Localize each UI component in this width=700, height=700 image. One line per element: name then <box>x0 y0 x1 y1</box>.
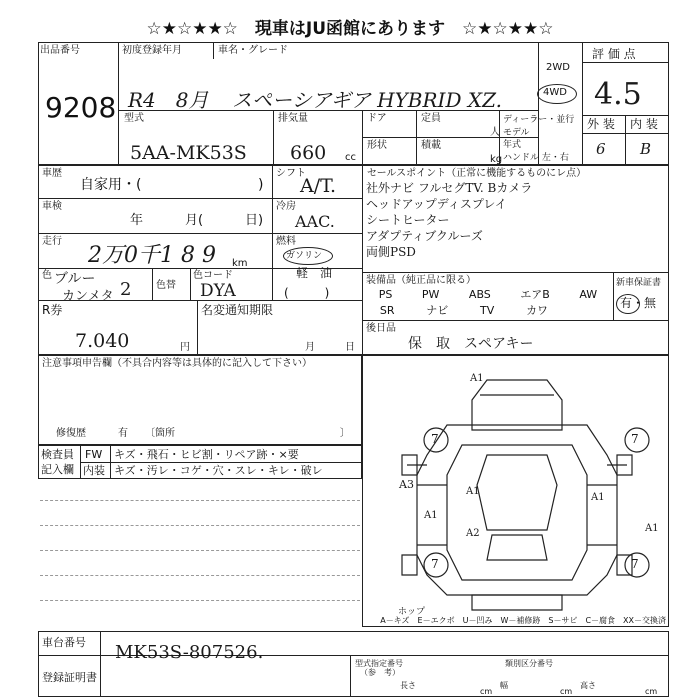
inspector-in-text: キズ・汚レ・コゲ・穴・スレ・キレ・破レ <box>114 464 323 477</box>
color-label: 色 <box>42 270 52 281</box>
diagram-mark: A1 <box>470 373 484 384</box>
interior-score: B <box>640 140 652 158</box>
warranty-label: 新車保証書 <box>616 278 662 288</box>
displacement-value: 660 <box>290 142 327 164</box>
equipment-row1 <box>364 288 612 302</box>
car-diagram <box>362 355 669 627</box>
dealer-year: 年式 <box>503 140 522 150</box>
ac-value: AAC. <box>295 212 335 231</box>
equipment-item: カワ <box>526 304 549 317</box>
sales-point-item: アダプティブクルーズ <box>366 229 483 243</box>
notes-label: 注意事項申告欄（不具合内容等は具体的に記入して下さい） <box>42 358 312 369</box>
sales-point-item: 両側PSD <box>366 245 416 259</box>
capacity-unit: 人 <box>490 127 500 138</box>
equipment-label: 装備品（純正品に限る） <box>366 275 476 286</box>
history-close: ) <box>258 177 264 193</box>
inspection-day: 日) <box>245 213 264 228</box>
diagram-mark: A1 <box>645 523 659 534</box>
repair-value: 有 <box>118 428 128 439</box>
inspector-title1: 検査員 <box>41 448 74 461</box>
diagram-mark: 7 <box>431 557 439 571</box>
drive-2wd: 2WD <box>546 62 570 73</box>
recycle-value: 7.040 <box>75 330 130 352</box>
diagram-mark: A2 <box>466 528 480 539</box>
certificate-length: 長さ <box>400 681 416 690</box>
fuel-label: 燃料 <box>276 236 296 247</box>
ac-label: 冷房 <box>276 201 296 212</box>
lot-label: 出品番号 <box>40 45 80 56</box>
sales-point-item: ヘッドアップディスプレイ <box>366 197 507 211</box>
diagram-mark: 7 <box>631 557 639 571</box>
certificate-width: 幅 <box>500 681 508 690</box>
warranty-value: 有・無 <box>620 296 657 310</box>
repair-location: 〔箇所 <box>145 428 175 439</box>
mileage-label: 走行 <box>42 236 62 247</box>
inspector-title2: 記入欄 <box>41 463 74 476</box>
exterior-label: 外 装 <box>587 117 615 131</box>
diagram-mark: A1 <box>424 510 438 521</box>
sales-points-list <box>366 180 666 260</box>
dealer-model: モデル <box>503 128 530 138</box>
certificate-height: 高さ <box>580 681 596 690</box>
name-change-label: 名変通知期限 <box>201 303 274 317</box>
inspector-in: 内装 <box>83 464 105 477</box>
color-swap-label: 色替 <box>156 280 176 291</box>
vehicle-grade: スペーシアギア HYBRID XZ. <box>232 88 502 112</box>
repair-label: 修復歴 <box>56 428 86 439</box>
certificate-class-label: 類別区分番号 <box>505 659 553 668</box>
loading-label: 積載 <box>421 140 441 151</box>
color-count: 2 <box>120 279 132 300</box>
shift-value: A/T. <box>300 175 337 197</box>
exterior-score: 6 <box>596 140 606 158</box>
color-value2: カンメタ <box>62 289 114 304</box>
name-change-month: 月 <box>305 342 315 353</box>
certificate-cm: cm <box>560 687 573 696</box>
repair-close: 〕 <box>340 428 350 439</box>
diagram-mark: 7 <box>431 432 439 446</box>
color-code: DYA <box>200 281 236 301</box>
lot-number: 9208 <box>45 91 117 124</box>
diagram-mark: A1 <box>466 486 480 497</box>
equipment-item: ABS <box>468 288 491 301</box>
equipment-item: SR <box>379 304 395 317</box>
diagram-bumper-note: ホップ <box>398 607 426 617</box>
model-label: 型式 <box>124 113 144 124</box>
header-banner: ☆★☆★★☆ 現車はJU函館にあります ☆★☆★★☆ <box>146 19 554 39</box>
model-value: 5AA-MK53S <box>130 142 247 164</box>
chassis-label: 車台番号 <box>42 636 86 649</box>
inspection-year: 年 <box>130 213 144 228</box>
diagram-mark: A3 <box>399 478 414 491</box>
equipment-row2 <box>364 304 564 318</box>
diagram-legend: A－キズ E－エクボ U－凹み W－補修跡 S－サビ C－腐食 XX－交換済 <box>380 616 666 625</box>
equipment-item: AW <box>579 288 598 301</box>
fuel-paren: ( ) <box>284 286 330 300</box>
equipment-item: TV <box>480 304 495 317</box>
fuel-gas-circle <box>283 247 333 265</box>
inspector-fw: FW <box>85 448 103 461</box>
equipment-item: PW <box>421 288 440 301</box>
sales-points-label: セールスポイント（正常に機能するものにレ点） <box>367 168 587 179</box>
sales-point-item: シートヒーター <box>366 213 450 227</box>
door-label: ドア <box>367 113 387 124</box>
recycle-unit: 円 <box>180 342 190 353</box>
registration-value: R4 8月 <box>128 88 209 112</box>
score-label: 評 価 点 <box>592 47 636 61</box>
interior-label: 内 装 <box>630 117 658 131</box>
certificate-ref: （参 考） <box>360 668 400 677</box>
mileage-unit: km <box>232 258 248 269</box>
mileage-value: 2万0千1 8 9 <box>88 243 216 268</box>
shape-label: 形状 <box>367 140 387 151</box>
post-equipment-value: 保 取 スペアキー <box>408 336 534 352</box>
equipment-item: ナビ <box>426 304 449 317</box>
post-equipment-label: 後日品 <box>366 323 396 334</box>
loading-unit: kg <box>490 154 503 165</box>
capacity-label: 定員 <box>421 113 441 124</box>
chassis-box <box>38 631 669 697</box>
shift-label: シフト <box>276 168 306 179</box>
history-value: 自家用・( <box>80 177 142 193</box>
recycle-label: R券 <box>42 303 63 317</box>
name-change-day: 日 <box>345 342 355 353</box>
dealer-handle: ハンドル 左・右 <box>503 153 569 163</box>
equipment-item: エアB <box>520 288 550 301</box>
displacement-label: 排気量 <box>278 113 308 124</box>
color-value: ブルー <box>54 271 96 287</box>
history-label: 車歴 <box>42 168 62 179</box>
sales-point-item: 社外ナビ フルセグTV. Bカメラ <box>366 181 533 195</box>
certificate-cm: cm <box>645 687 658 696</box>
diagram-mark: A1 <box>591 492 605 503</box>
inspector-fw-text: キズ・飛石・ヒビ割・リペア跡・×要 <box>114 448 299 461</box>
diagram-mark: 7 <box>631 432 639 446</box>
certificate-cm: cm <box>480 687 493 696</box>
dealer-label: ディーラー・並行 <box>503 115 575 125</box>
equipment-item: PS <box>378 288 393 301</box>
chassis-value: MK53S-807526. <box>115 642 264 663</box>
displacement-unit: cc <box>345 152 356 163</box>
inspection-month: 月( <box>185 213 204 228</box>
fuel-gas: ガソリン <box>286 251 323 261</box>
inspection-label: 車検 <box>42 201 62 212</box>
vehicle-label: 車名・グレード <box>218 45 288 56</box>
fuel-diesel: 軽 油 <box>296 266 333 280</box>
score-value: 4.5 <box>594 77 642 112</box>
certificate-label: 登録証明書 <box>42 671 97 684</box>
drive-4wd: 4WD <box>543 87 567 98</box>
warranty-circle <box>616 294 640 314</box>
certificate-type-label: 型式指定番号 <box>355 659 403 668</box>
color-code-label: 色コード <box>193 270 233 281</box>
registration-label: 初度登録年月 <box>122 45 182 56</box>
